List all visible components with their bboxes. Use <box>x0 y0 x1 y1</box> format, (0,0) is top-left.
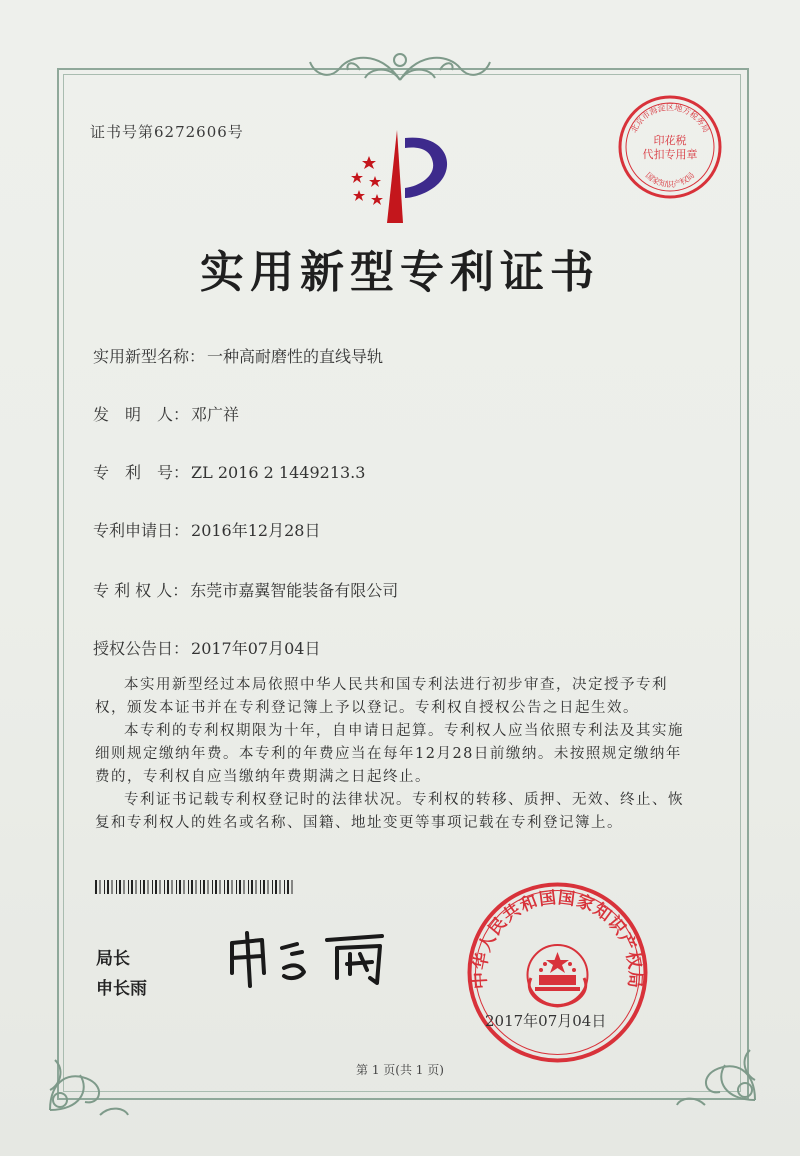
barcode-bar <box>107 880 109 894</box>
barcode-bar <box>100 880 101 894</box>
paragraph: 本实用新型经过本局依照中华人民共和国专利法进行初步审查，决定授予专利权，颁发本证书并在专利登记簿上予以登记。专利权自授权公告之日起生效。 <box>95 677 668 716</box>
application-date: 2016年12月28日 <box>191 521 321 540</box>
barcode-bar <box>212 880 213 894</box>
barcode-bar <box>167 880 169 894</box>
certificate-body <box>95 674 695 835</box>
seal-issue-date: 2017年07月04日 <box>485 1012 607 1030</box>
svg-text:国家知识产权局 <box>644 171 697 189</box>
signer-name: 申长雨 <box>96 979 147 999</box>
barcode-bar <box>164 880 165 894</box>
barcode <box>95 880 297 894</box>
barcode-bar <box>208 880 209 894</box>
inventor: 邓广祥 <box>191 405 240 424</box>
barcode-bar <box>244 880 245 894</box>
tax-stamp-line-1: 印花税 <box>653 134 687 147</box>
barcode-bar <box>203 880 205 894</box>
svg-text:中华人民共和国国家知识产权局 <box>469 888 645 990</box>
barcode-bar <box>112 880 113 894</box>
barcode-bar <box>124 880 125 894</box>
barcode-bar <box>148 880 149 894</box>
application-date-row <box>93 518 320 541</box>
barcode-bar <box>287 880 289 894</box>
certificate-title: 实用新型专利证书 <box>200 247 600 298</box>
barcode-bar <box>119 880 121 894</box>
tax-stamp-top-text: 北京市海淀区地方税务局 <box>629 103 711 135</box>
barcode-bar <box>227 880 229 894</box>
barcode-bar <box>179 880 181 894</box>
patent-number: ZL 2016 2 1449213.3 <box>191 463 366 482</box>
barcode-bar <box>268 880 269 894</box>
field-label: 专 利 号： <box>93 463 190 482</box>
barcode-bar <box>155 880 157 894</box>
barcode-bar <box>104 880 105 894</box>
barcode-bar <box>251 880 253 894</box>
national-ipa-seal <box>465 880 650 1065</box>
barcode-bar <box>140 880 141 894</box>
barcode-bar <box>143 880 145 894</box>
paragraph: 本专利的专利权期限为十年，自申请日起算。专利权人应当依照专利法及其实施细则规定缴纳年费。本专利的年费应当在每年12月28日前缴纳。未按照规定缴纳年费的，专利权自应当缴纳年费期满之日起终止。 <box>95 723 684 785</box>
barcode-bar <box>160 880 161 894</box>
national-emblem-icon <box>528 945 588 1006</box>
barcode-bar <box>272 880 273 894</box>
barcode-bar <box>260 880 261 894</box>
field-label: 实用新型名称： <box>93 347 206 366</box>
utility-model-name-row <box>93 344 383 367</box>
barcode-bar <box>263 880 265 894</box>
handwritten-signature <box>222 928 402 990</box>
barcode-bar <box>256 880 257 894</box>
barcode-bar <box>284 880 285 894</box>
barcode-bar <box>196 880 197 894</box>
patentee-row <box>93 578 398 601</box>
certificate-number: 证书号第6272606号 <box>90 123 244 141</box>
field-label: 发 明 人： <box>93 405 190 424</box>
barcode-bar <box>176 880 177 894</box>
barcode-bar <box>95 880 97 894</box>
page-indicator: 第 1 页(共 1 页) <box>356 1063 444 1077</box>
grant-date: 2017年07月04日 <box>191 639 321 658</box>
barcode-bar <box>292 880 293 894</box>
barcode-bar <box>239 880 241 894</box>
barcode-bar <box>188 880 189 894</box>
barcode-bar <box>131 880 133 894</box>
field-label: 专利申请日： <box>93 521 190 540</box>
barcode-bar <box>191 880 193 894</box>
barcode-bar <box>128 880 129 894</box>
seal-text: 中华人民共和国国家知识产权局 <box>470 887 645 990</box>
tax-stamp-line-2: 代扣专用章 <box>642 148 698 161</box>
barcode-bar <box>200 880 201 894</box>
barcode-bar <box>220 880 221 894</box>
patent-number-row <box>93 460 365 483</box>
cnipa-logo-icon <box>335 128 465 228</box>
barcode-bar <box>275 880 277 894</box>
inventor-row <box>93 402 239 425</box>
barcode-bar <box>184 880 185 894</box>
barcode-bar <box>136 880 137 894</box>
barcode-bar <box>116 880 117 894</box>
tax-stamp <box>615 92 725 202</box>
barcode-bar <box>248 880 249 894</box>
barcode-bar <box>224 880 225 894</box>
field-label: 授权公告日： <box>93 639 190 658</box>
barcode-bar <box>172 880 173 894</box>
utility-model-name: 一种高耐磨性的直线导轨 <box>207 347 384 366</box>
patentee: 东莞市嘉翼智能装备有限公司 <box>190 581 399 600</box>
barcode-bar <box>215 880 217 894</box>
tax-stamp-bottom-text: 国家知识产权局 <box>643 170 697 189</box>
barcode-bar <box>232 880 233 894</box>
barcode-bar <box>152 880 153 894</box>
paragraph: 专利证书记载专利权登记时的法律状况。专利权的转移、质押、无效、终止、恢复和专利权人的姓名或名称、国籍、地址变更等事项记载在专利登记簿上。 <box>95 792 684 831</box>
barcode-bar <box>236 880 237 894</box>
grant-date-row <box>93 636 320 659</box>
field-label: 专 利 权 人： <box>93 581 189 600</box>
top-ornament <box>300 40 500 90</box>
signer-title: 局长 <box>96 949 130 969</box>
barcode-bar <box>280 880 281 894</box>
